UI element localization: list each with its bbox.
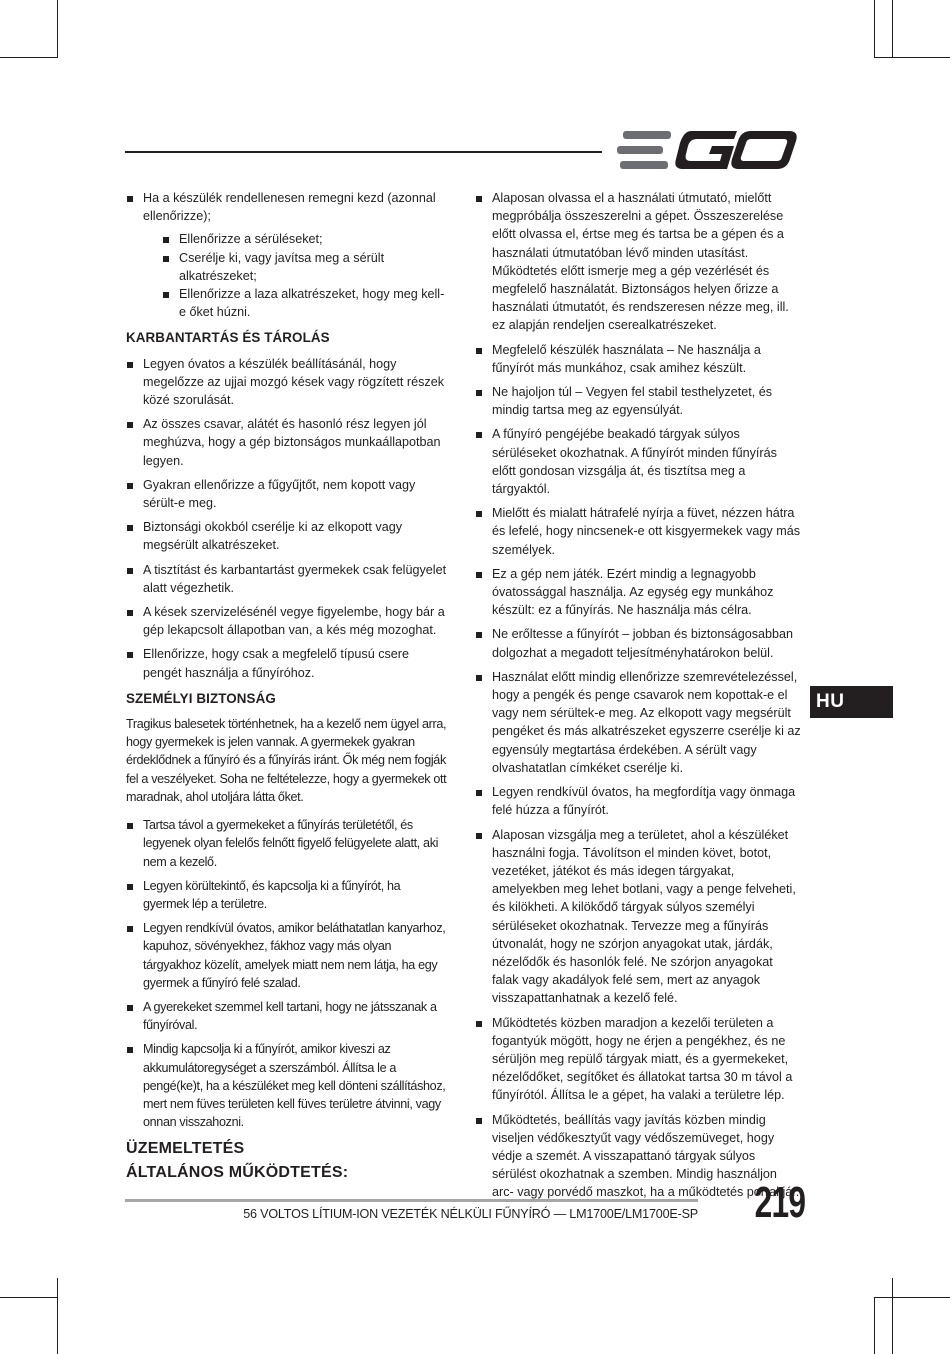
ego-logo bbox=[617, 131, 799, 171]
maintenance-list bbox=[126, 355, 449, 682]
list-item: Tartsa távol a gyermekeket a fűnyírás területétől, és legyenek olyan felelős felnőtt figyelő felügyelete alatt, aki nem a kezelő. bbox=[126, 816, 449, 871]
right-column bbox=[475, 189, 801, 1208]
list-item: Alaposan vizsgálja meg a területet, ahol a készüléket használni fogja. Távolítson el minden követ, botot, vezetéket, játékot és más idegen tárgyakat, amelyekben meg lehet botlani, vagy a penge felveheti, és kilökheti. A kilökődő tárgyak súlyos személyi sérüléseket okozhatnak. Tervezze meg a fűnyírás útvonalát, hogy ne szórjon anyagokat utak, járdák, nézelődők és hasonlók felé. Ne szórjon anyagokat falak vagy akadályok felé sem, mert az anyagok visszapattanhatnak a kezelő felé. bbox=[475, 826, 801, 1008]
crop-mark bbox=[874, 1297, 950, 1298]
list-item: Ez a gép nem játék. Ezért mindig a legnagyobb óvatossággal használja. Az egység egy munkához készült: ez a fűnyírás. Ne használja más célra. bbox=[475, 565, 801, 620]
crop-mark bbox=[57, 1278, 58, 1354]
crop-mark bbox=[874, 0, 875, 58]
list-item: Legyen körültekintő, és kapcsolja ki a fűnyírót, ha gyermek lép a területre. bbox=[126, 877, 449, 913]
language-tab: HU bbox=[810, 686, 893, 718]
list-item: A fűnyíró pengéjébe beakadó tárgyak súlyos sérüléseket okozhatnak. A fűnyírót minden fűnyírás előtt gondosan vizsgálja át, és tisztítsa meg a tárgyaktól. bbox=[475, 425, 801, 498]
crop-mark bbox=[874, 1297, 875, 1354]
list-item: A gyerekeket szemmel kell tartani, hogy ne játsszanak a fűnyíróval. bbox=[126, 998, 449, 1034]
page-number: 219 bbox=[754, 1178, 806, 1227]
list-item: A tisztítást és karbantartást gyermekek csak felügyelet alatt végezhetik. bbox=[126, 561, 449, 597]
operation-heading-line-2: ÁLTALÁNOS MŰKÖDTETÉS: bbox=[126, 1164, 349, 1182]
crop-mark bbox=[874, 57, 950, 58]
crop-mark bbox=[0, 57, 58, 58]
list-item: Használat előtt mindig ellenőrizze szemrevételezéssel, hogy a pengék és penge csavarok nem kopottak-e el vagy nem sérültek-e meg. Az elkopott vagy megsérült pengéket és más alkatrészeket egyszerre cserélje ki az egyensúly megtartása érdekében. A sérült vagy olvashatatlan címkéket cserélje ki. bbox=[475, 668, 801, 777]
sub-list-item: Ellenőrizze a laza alkatrészeket, hogy meg kell-e őket húzni. bbox=[162, 285, 449, 321]
list-item: Legyen rendkívül óvatos, ha megfordítja vagy önmaga felé húzza a fűnyírót. bbox=[475, 783, 801, 819]
personal-safety-heading: SZEMÉLYI BIZTONSÁG bbox=[126, 690, 276, 706]
list-item: Megfelelő készülék használata – Ne használja a fűnyírót más munkához, csak amihez készült. bbox=[475, 341, 801, 377]
list-item: Ha a készülék rendellenesen remegni kezd (azonnal ellenőrizze); Ellenőrizze a sérüléseket; Cserélje ki, vagy javítsa meg a sérült alkatrészeket; Ellenőrizze a laza alkatrészeket, hogy meg kell-e őket húzni. bbox=[126, 189, 449, 321]
footer-product-title: 56 VOLTOS LÍTIUM-ION VEZETÉK NÉLKÜLI FŰNYÍRÓ — LM1700E/LM1700E-SP bbox=[243, 1207, 698, 1221]
list-item: A kések szervizelésénél vegye figyelembe, hogy bár a gép lekapcsolt állapotban van, a kés még mozoghat. bbox=[126, 603, 449, 639]
intro-list bbox=[126, 189, 449, 321]
list-item: Ne erőltesse a fűnyírót – jobban és biztonságosabban dolgozhat a megadott teljesítményhatárokon belül. bbox=[475, 625, 801, 661]
personal-safety-paragraph: Tragikus balesetek történhetnek, ha a kezelő nem ügyel arra, hogy gyermekek is jelen vannak. A gyermekek gyakran érdeklődnek a fűnyíró és a fűnyírás iránt. Ők még nem fogják fel a veszélyeket. Soha ne feltételezze, hogy a gyermekek ott maradnak, ahol utoljára látta őket. bbox=[126, 717, 447, 804]
maintenance-heading: KARBANTARTÁS ÉS TÁROLÁS bbox=[126, 330, 330, 346]
sub-list-item: Ellenőrizze a sérüléseket; bbox=[162, 230, 449, 248]
list-item: Ne hajoljon túl – Vegyen fel stabil testhelyzetet, és mindig tartsa meg az egyensúlyát. bbox=[475, 383, 801, 419]
list-item: Alaposan olvassa el a használati útmutató, mielőtt megpróbálja összeszerelni a gépet. Összeszerelése előtt olvassa el, értse meg és tartsa be a gépen és a használati útmutatóban lévő minden utasítást. Működtetés előtt ismerje meg a gép vezérlését és megfelelő használatát. Biztonságos helyen őrizze a használati útmutatót, és rendszeresen nézze meg, ill. ez alapján rendeljen cserealkatrészeket. bbox=[475, 189, 801, 335]
crop-mark bbox=[0, 1297, 58, 1298]
sub-list-item: Cserélje ki, vagy javítsa meg a sérült alkatrészeket; bbox=[162, 249, 449, 285]
personal-safety-list bbox=[126, 816, 449, 1131]
list-item: Működtetés közben maradjon a kezelői területen a fogantyúk mögött, hogy ne érjen a pengékhez, és ne sérüljön meg repülő tárgyak miatt, és a gyermekeket, nézelődőket, segítőket és állatokat tartsa 30 m távol a fűnyírótól. Állítsa le a gépet, ha valaki a területre lép. bbox=[475, 1014, 801, 1105]
list-item: Ellenőrizze, hogy csak a megfelelő típusú csere pengét használja a fűnyíróhoz. bbox=[126, 645, 449, 681]
list-item: Mielőtt és mialatt hátrafelé nyírja a füvet, nézzen hátra és lefelé, hogy nincsenek-e ott kisgyermekek vagy más személyek. bbox=[475, 504, 801, 559]
footer-rule bbox=[125, 1199, 698, 1202]
list-item: Legyen óvatos a készülék beállításánál, hogy megelőzze az ujjai mozgó kések vagy rögzített részek közé szorulását. bbox=[126, 355, 449, 410]
list-item: Működtetés, beállítás vagy javítás közben mindig viseljen védőkesztyűt vagy védőszemüveget, hogy védje a szemét. A visszapattanó tárgyak súlyos sérülést okozhatnak a szemben. Mindig használjon arc- vagy porvédő maszkot, ha a működtetés porral jár. bbox=[475, 1111, 801, 1202]
sub-list bbox=[143, 230, 449, 321]
header-rule bbox=[125, 151, 602, 153]
crop-mark bbox=[892, 0, 893, 58]
operation-heading-line-1: ÜZEMELTETÉS bbox=[126, 1140, 245, 1158]
list-item: Biztonsági okokból cserélje ki az elkopott vagy megsérült alkatrészeket. bbox=[126, 518, 449, 554]
list-item: Gyakran ellenőrizze a fűgyűjtőt, nem kopott vagy sérült-e meg. bbox=[126, 476, 449, 512]
operation-list bbox=[475, 189, 801, 1202]
operation-heading bbox=[126, 1137, 449, 1185]
left-column bbox=[126, 189, 449, 1185]
list-item: Az összes csavar, alátét és hasonló rész legyen jól meghúzva, hogy a gép biztonságos munkaállapotban legyen. bbox=[126, 415, 449, 470]
crop-mark bbox=[57, 0, 58, 58]
list-item: Legyen rendkívül óvatos, amikor beláthatatlan kanyarhoz, kapuhoz, sövényekhez, fákhoz vagy más olyan tárgyakhoz közelít, amelyek miatt nem nem látja, ha egy gyermek a fűnyíró felé szalad. bbox=[126, 919, 449, 992]
crop-mark bbox=[892, 1278, 893, 1354]
list-item: Mindig kapcsolja ki a fűnyírót, amikor kiveszi az akkumulátoregységet a szerszámból. Állítsa le a pengé(ke)t, ha a készüléket meg kell dönteni szállításhoz, mert nem füves területen kell füves területre átvinni, vagy onnan visszahozni. bbox=[126, 1040, 449, 1131]
